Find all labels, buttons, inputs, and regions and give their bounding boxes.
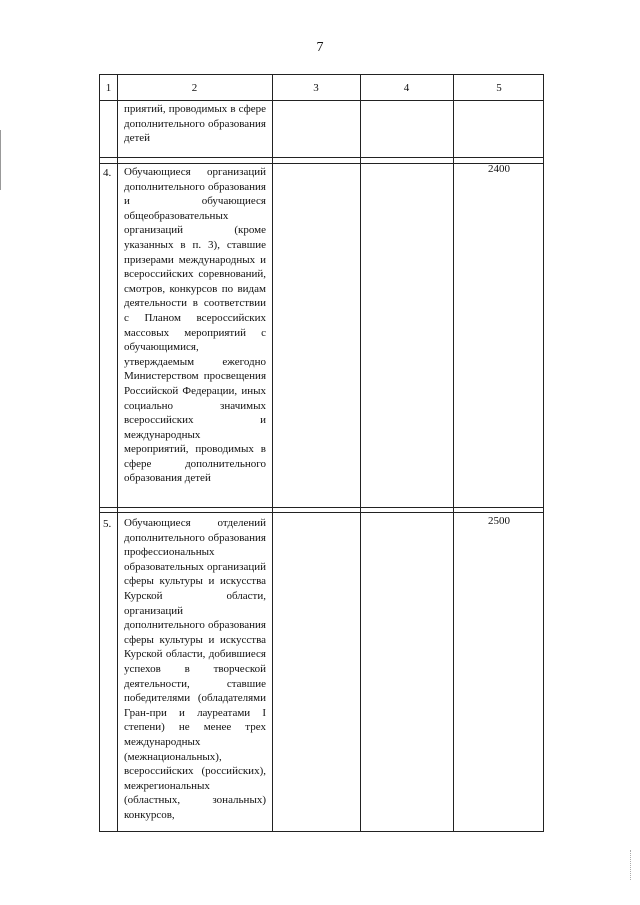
header-cell-3: 3 [313,82,319,94]
row-text: приятий, проводимых в сфере дополнительного образования детей [124,103,266,145]
header-row-divider [100,100,543,101]
column-divider [360,75,361,831]
row-text: Обучающиеся организаций дополнительного образования и обучающиеся общеобразовательных организаций (кроме указанных в п. 3), ставшие призерами международных и всероссийских соревнований, смотров, конкурсов по видам деятельности в соответствии с Планом всероссийских массовых мероприятий с обучающимися, утверждаемым ежегодно Министерством просвещения Российской Федерации, иных социально значимых всероссийских и международных мероприятий, проводимых в сфере дополнительного образования детей [124,166,266,485]
row-divider [100,507,543,508]
scan-margin-dots [630,850,633,880]
row-divider [100,512,543,513]
row-number: 5. [103,518,112,530]
page-number: 7 [316,40,324,55]
scan-margin-line [0,130,1,190]
row-number: 4. [103,167,112,179]
row-value: 2400 [488,163,510,175]
column-divider [272,75,273,831]
header-cell-4: 4 [403,82,410,94]
data-table [99,74,544,832]
column-divider [117,75,118,831]
column-divider [453,75,454,831]
row-value: 2500 [488,515,510,527]
header-cell-2: 2 [191,82,198,94]
row-text: Обучающиеся отделений дополнительного образования профессиональных образовательных организаций сферы культуры и искусства Курской области, организаций дополнительного образования сферы культуры и искусства Курской области, добившиеся успехов в творческой деятельности, ставшие победителями (обладателями Гран-при и лауреатами I степени) не менее трех международных (межнациональных), всероссийских (российских), межрегиональных (областных, зональных) конкурсов, [124,517,266,821]
header-cell-1: 1 [105,82,112,94]
row-divider [100,157,543,158]
header-cell-5: 5 [496,82,502,94]
